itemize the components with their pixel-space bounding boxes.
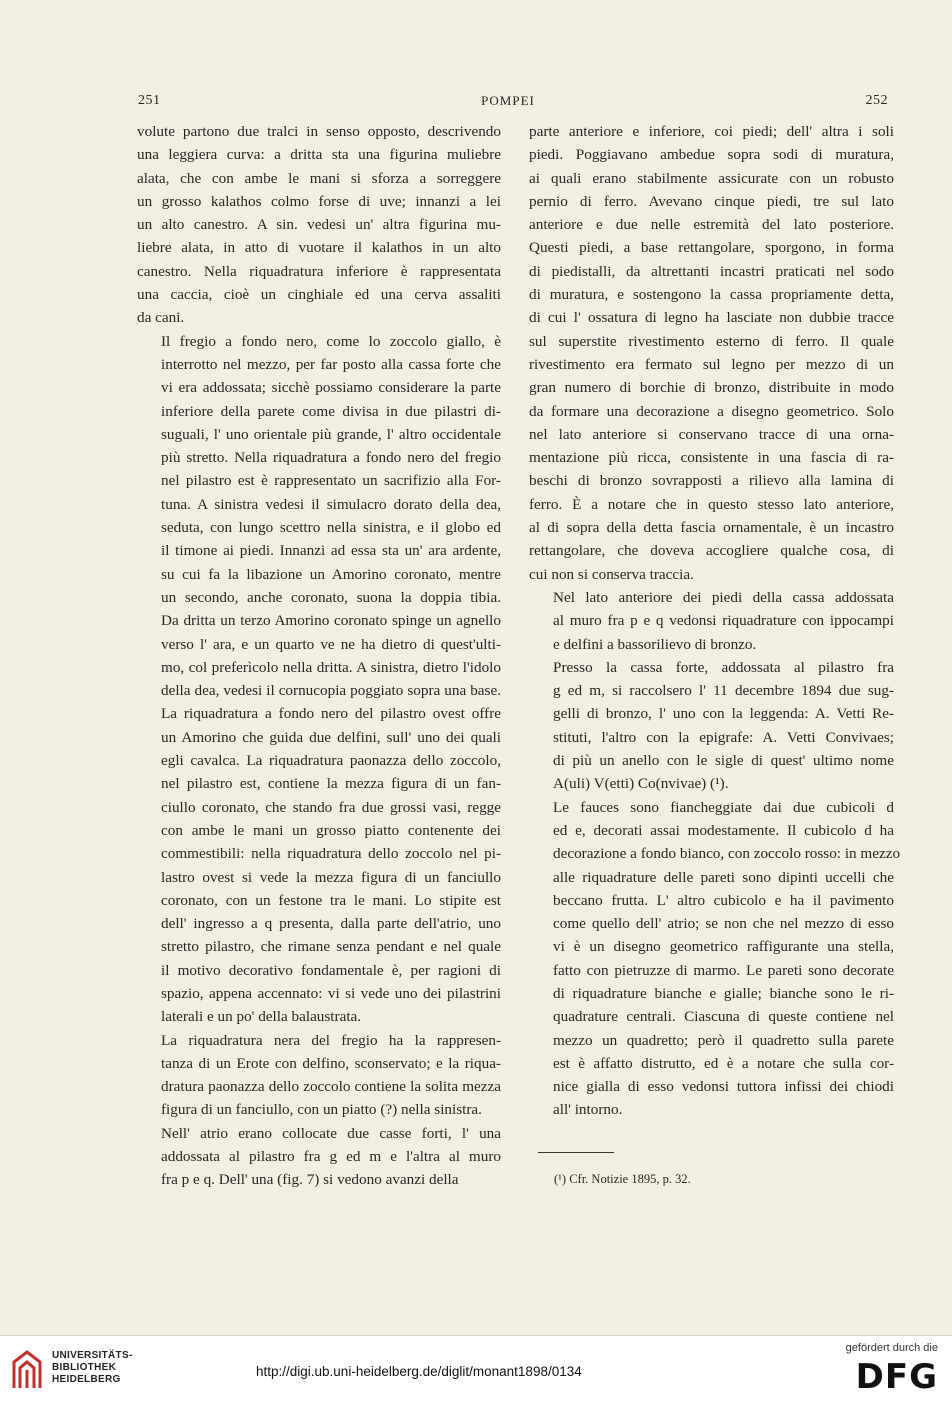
text-line: spazio, appena accennato: vi si vede uno dei pilastrini: [161, 984, 501, 1002]
text-line: stituti, l'altro con la epigrafe: A. Vetti Convivaes;: [553, 728, 894, 746]
text-line: al muro fra p e q vedonsi riquadrature con ippocampi: [553, 612, 894, 630]
paragraph: [529, 120, 894, 586]
text-line: di cui l' ossatura di legno ha lasciate non dubbie tracce: [529, 309, 894, 327]
text-line: sul superstite rivestimento esterno di ferro. Il quale: [529, 332, 894, 350]
text-line: e delfini a bassorilievo di bronzo.: [553, 635, 757, 653]
text-line: nel lato anteriore si conservano tracce di una orna-: [529, 425, 894, 443]
text-line: Da dritta un terzo Amorino coronato spinge un agnello: [161, 612, 501, 630]
text-line: di piedistalli, da altrettanti incastri praticati nel sodo: [529, 262, 894, 280]
funded-by-label: gefördert durch die: [845, 1342, 938, 1354]
text-line: della dea, vedesi il cornucopia poggiato sopra una base.: [161, 682, 501, 700]
text-line: Il fregio a fondo nero, come lo zoccolo giallo, è: [161, 332, 501, 350]
text-line: un Amorino che guida due delfini, sull' uno dei quali: [161, 728, 501, 746]
text-line: un grosso kalathos colmo forse di uve; innanzi a lei: [137, 192, 501, 210]
paragraph: [137, 1122, 501, 1192]
text-line: decorazione a fondo bianco, con zoccolo rosso: in mezzo: [553, 845, 901, 863]
text-line: alata, che con ambe le mani si sforza a sorreggere: [137, 169, 501, 187]
text-line: nice gialla di esso vedonsi tuttora infissi dei chiodi: [553, 1078, 894, 1096]
text-line: Questi piedi, a base rettangolare, sporgono, in forma: [529, 239, 894, 257]
text-line: fatto con pietruzze di marmo. Le pareti sono decorate: [553, 961, 894, 979]
paragraph: [529, 656, 894, 796]
paragraph: [137, 1029, 501, 1122]
text-line: di più un anello con le sigle di quest' ultimo nome: [553, 752, 894, 770]
right-column: [529, 120, 901, 1122]
text-line: La riquadratura a fondo nero del pilastro ovest offre: [161, 705, 501, 723]
text-line: addossata al pilastro fra g ed m e l'altra al muro: [161, 1148, 501, 1166]
text-line: verso l' ara, e un quarto ve ne ha dietro di quest'ulti-: [161, 635, 501, 653]
text-line: nel pilastro est, contiene la mezza figura di un fan-: [161, 775, 501, 793]
text-line: mentazione più ricca, consistente in una fascia di ra-: [529, 449, 894, 467]
text-line: ciullo coronato, che stando fra due grossi vasi, regge: [161, 798, 501, 816]
text-line: figura di un fanciullo, con un piatto (?) nella sinistra.: [161, 1101, 482, 1119]
text-line: piedi. Poggiavano ambedue sopra sodi di muratura,: [529, 146, 894, 164]
text-line: A(uli) V(etti) Co(nvivae) (¹).: [553, 775, 729, 793]
text-line: alle riquadrature delle pareti sono dipinti uccelli che: [553, 868, 894, 886]
text-line: anteriore e due nelle estremità del lato posteriore.: [529, 216, 894, 234]
running-header: [128, 93, 888, 113]
text-line: ed e, decorati assai modestamente. Il cubicolo d ha: [553, 821, 894, 839]
library-name: [52, 1350, 133, 1386]
text-line: tuna. A sinistra vedesi il simulacro dorato della dea,: [161, 495, 501, 513]
text-line: rivestimento era fermato sul legno per mezzo di un: [529, 355, 894, 373]
footnote: (¹) Cfr. Notizie 1895, p. 32.: [554, 1172, 691, 1186]
text-line: su cui fa la libazione un Amorino coronato, mentre: [161, 565, 501, 583]
text-line: gran numero di borchie di bronzo, distribuite in modo: [529, 379, 894, 397]
text-line: con ambe le mani un grosso piatto contenente dei: [161, 821, 501, 839]
text-line: una leggiera curva: a dritta sta una figurina muliebre: [137, 146, 501, 164]
text-line: parte anteriore e inferiore, coi piedi; dell' altra i soli: [529, 123, 894, 140]
footnote-separator: [538, 1152, 614, 1153]
text-line: fra p e q. Dell' una (fig. 7) si vedono avanzi della: [161, 1171, 459, 1189]
library-name-line: BIBLIOTHEK: [52, 1362, 117, 1373]
library-name-line: UNIVERSITÄTS-: [52, 1350, 133, 1361]
text-line: vi è un disegno geometrico raffigurante una stella,: [553, 938, 894, 956]
text-line: inferiore della parete come divisa in due pilastri di-: [161, 402, 501, 420]
text-line: lastro ovest si vede la mezza figura di un fanciullo: [161, 868, 501, 886]
text-line: stretto pilastro, che rimane senza pendant e nel quale: [161, 938, 501, 956]
text-line: all' intorno.: [553, 1101, 623, 1119]
text-line: quadrature centrali. Ciascuna di queste contiene nel: [553, 1008, 894, 1026]
paragraph: [137, 120, 501, 330]
text-line: La riquadratura nera del fregio ha la rappresen-: [161, 1031, 501, 1049]
text-line: più stretto. Nella riquadratura a fondo nero del fregio: [161, 449, 501, 467]
text-line: suguali, l' uno orientale più grande, l' altro occidentale: [161, 425, 501, 443]
page-number-left: 251: [138, 93, 161, 108]
paragraph: [137, 330, 501, 1029]
text-line: vi era addossata; sicchè possiamo considerare la parte: [161, 379, 501, 397]
text-line: coronato, con un festone tra le mani. Lo stipite est: [161, 891, 501, 909]
text-line: commestibili: nella riquadratura dello zoccolo nel pi-: [161, 845, 501, 863]
text-line: il timone ai piedi. Innanzi ad essa sta un' ara ardente,: [161, 542, 501, 560]
text-line: un alto canestro. A sin. vedesi un' altra figurina mu-: [137, 216, 501, 234]
text-line: beschi di bronzo sovrapposti a rilievo alla lamina di: [529, 472, 894, 490]
text-line: volute partono due tralci in senso opposto, descrivendo: [137, 123, 501, 140]
viewer-footer: [0, 1335, 952, 1405]
text-line: nel pilastro est è rappresentato un sacrifizio alla For-: [161, 472, 501, 490]
text-line: canestro. Nella riquadratura inferiore è rappresentata: [137, 262, 501, 280]
text-line: g ed m, si raccolsero l' 11 decembre 1894 due sug-: [553, 682, 894, 700]
text-line: Presso la cassa forte, addossata al pilastro fra: [553, 658, 894, 676]
text-line: un secondo, anche coronato, suona la doppia tibia.: [161, 588, 501, 606]
text-line: gelli di bronzo, l' uno con la leggenda: A. Vetti Re-: [553, 705, 894, 723]
text-line: dell' ingresso a q presenta, dalla parte dell'atrio, uno: [161, 915, 501, 933]
text-line: laterali e un po' della balaustrata.: [161, 1008, 362, 1026]
page-number-right: 252: [865, 93, 888, 108]
paragraph: [529, 586, 894, 656]
text-line: mezzo un quadretto; però il quadretto sulla parete: [553, 1031, 894, 1049]
text-line: una caccia, cioè un cinghiale ed una cerva assaliti: [137, 286, 501, 304]
text-line: cui non si conserva traccia.: [529, 565, 694, 583]
text-line: seduta, con lungo scettro nella sinistra, e il globo ed: [161, 519, 501, 537]
text-line: il motivo decorativo fondamentale è, per ragioni di: [161, 961, 501, 979]
text-line: come quello dell' atrio; se non che nel mezzo di esso: [553, 915, 894, 933]
text-line: ai quali erano stabilmente assicurate con un robusto: [529, 169, 894, 187]
library-name-line: HEIDELBERG: [52, 1374, 121, 1385]
text-line: di riquadrature bianche e gialle; bianche sono le ri-: [553, 984, 894, 1002]
text-line: da formare una decorazione a disegno geometrico. Solo: [529, 402, 894, 420]
text-line: dratura paonazza dello zoccolo contiene la solita mezza: [161, 1078, 501, 1096]
running-title: POMPEI: [481, 93, 535, 108]
text-line: da cani.: [137, 309, 185, 327]
text-line: rettangolare, che doveva accogliere qualche cosa, di: [529, 542, 894, 560]
dfg-logo: DFG: [855, 1357, 938, 1397]
text-line: al di sopra della detta fascia ornamentale, è un incastro: [529, 519, 894, 537]
text-line: egli cavalca. La riquadratura paonazza dello zoccolo,: [161, 752, 501, 770]
text-line: Le fauces sono fiancheggiate dai due cubicoli d: [553, 798, 894, 816]
left-column: [137, 120, 501, 1192]
text-line: di muratura, e sostengono la cassa propriamente detta,: [529, 286, 894, 304]
text-line: interrotto nel mezzo, per far posto alla cassa forte che: [161, 355, 501, 373]
university-library-logo-icon: [10, 1348, 44, 1392]
permalink-link[interactable]: http://digi.ub.uni-heidelberg.de/diglit/monant1898/0134: [256, 1364, 582, 1379]
text-line: liebre alata, in atto di vuotare il kalathos in un alto: [137, 239, 501, 257]
text-line: est è affatto distrutto, ed è a notare che sulla cor-: [553, 1054, 894, 1072]
text-line: Nel lato anteriore dei piedi della cassa addossata: [553, 588, 894, 606]
text-line: Nell' atrio erano collocate due casse forti, l' una: [161, 1124, 501, 1142]
paragraph: [529, 796, 901, 1122]
text-line: mo, col preferìcolo nella dritta. A sinistra, dietro l'idolo: [161, 658, 501, 676]
text-line: pernio di ferro. Avevano cinque piedi, tre sul lato: [529, 192, 894, 210]
text-line: ferro. È a notare che in questo stesso lato anteriore,: [529, 495, 894, 513]
text-line: tanza di un Erote con delfino, sconservato; e la riqua-: [161, 1054, 501, 1072]
text-line: beccano frutta. L' altro cubicolo e ha il pavimento: [553, 891, 894, 909]
